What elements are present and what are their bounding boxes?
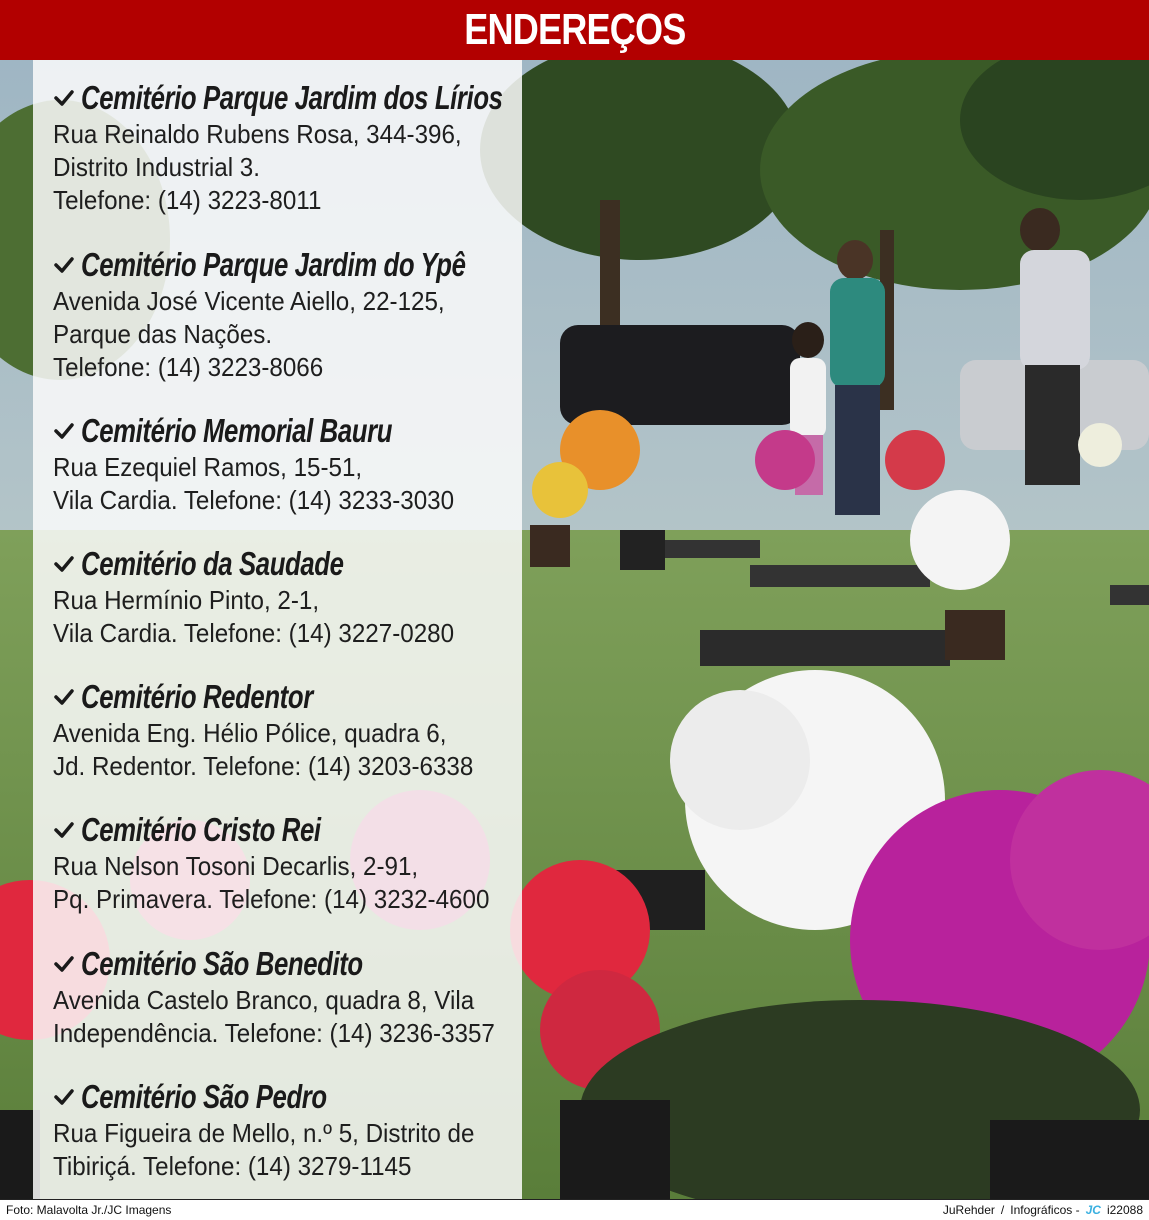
- address-line: Avenida Castelo Branco, quadra 8, Vila: [53, 985, 475, 1015]
- address-line: Rua Hermínio Pinto, 2-1,: [53, 585, 320, 615]
- phone-line: Vila Cardia. Telefone: (14) 3233-3030: [53, 485, 455, 515]
- cemetery-name: Cemitério Parque Jardim do Ypê: [81, 246, 466, 283]
- author-credit: JuRehder: [942, 1203, 995, 1217]
- check-icon: [53, 953, 75, 975]
- address-entry: [53, 1077, 518, 1183]
- check-icon: [53, 254, 75, 276]
- phone-line: Pq. Primavera. Telefone: (14) 3232-4600: [53, 884, 490, 914]
- address-line: Distrito Industrial 3.: [53, 152, 260, 182]
- address-entry: [53, 810, 518, 916]
- check-icon: [53, 686, 75, 708]
- credit-separator: /: [1000, 1203, 1005, 1217]
- address-entry: [53, 78, 518, 217]
- address-line: Rua Ezequiel Ramos, 15-51,: [53, 452, 363, 482]
- check-icon: [53, 819, 75, 841]
- address-line: Avenida José Vicente Aiello, 22-125,: [53, 286, 445, 316]
- check-icon: [53, 1086, 75, 1108]
- cemetery-name: Cemitério Memorial Bauru: [81, 412, 393, 449]
- page-title: ENDEREÇOS: [463, 5, 686, 54]
- graphic-code: i22088: [1106, 1203, 1143, 1217]
- footer: [0, 1200, 1149, 1220]
- dept-credit: Infográficos -: [1010, 1203, 1080, 1217]
- phone-line: Tibiriçá. Telefone: (14) 3279-1145: [53, 1151, 412, 1181]
- address-entry: [53, 677, 518, 783]
- address-entry: [53, 544, 518, 650]
- address-entry: [53, 944, 518, 1050]
- phone-line: Independência. Telefone: (14) 3236-3357: [53, 1018, 495, 1048]
- address-line: Parque das Nações.: [53, 319, 273, 349]
- photo-credit: Foto: Malavolta Jr./JC Imagens: [6, 1203, 172, 1217]
- address-panel: [33, 60, 522, 1199]
- address-entry: [53, 245, 518, 384]
- phone-line: Jd. Redentor. Telefone: (14) 3203-6338: [53, 751, 474, 781]
- graphics-credit: [943, 1203, 1143, 1217]
- cemetery-name: Cemitério Cristo Rei: [81, 811, 321, 848]
- address-line: Rua Figueira de Mello, n.º 5, Distrito de: [53, 1118, 475, 1148]
- check-icon: [53, 87, 75, 109]
- address-line: Rua Reinaldo Rubens Rosa, 344-396,: [53, 119, 462, 149]
- address-line: Avenida Eng. Hélio Pólice, quadra 6,: [53, 718, 447, 748]
- address-entry: [53, 411, 518, 517]
- check-icon: [53, 553, 75, 575]
- header-bar: [0, 0, 1149, 60]
- phone-line: Vila Cardia. Telefone: (14) 3227-0280: [53, 618, 455, 648]
- address-line: Rua Nelson Tosoni Decarlis, 2-91,: [53, 851, 419, 881]
- phone-line: Telefone: (14) 3223-8011: [53, 185, 322, 215]
- check-icon: [53, 420, 75, 442]
- cemetery-name: Cemitério São Pedro: [81, 1078, 327, 1115]
- phone-line: Telefone: (14) 3223-8066: [53, 352, 324, 382]
- jc-logo: JC: [1085, 1203, 1101, 1217]
- cemetery-name: Cemitério Parque Jardim dos Lírios: [81, 79, 503, 116]
- cemetery-name: Cemitério São Benedito: [81, 945, 363, 982]
- cemetery-name: Cemitério da Saudade: [81, 545, 344, 582]
- cemetery-name: Cemitério Redentor: [81, 678, 313, 715]
